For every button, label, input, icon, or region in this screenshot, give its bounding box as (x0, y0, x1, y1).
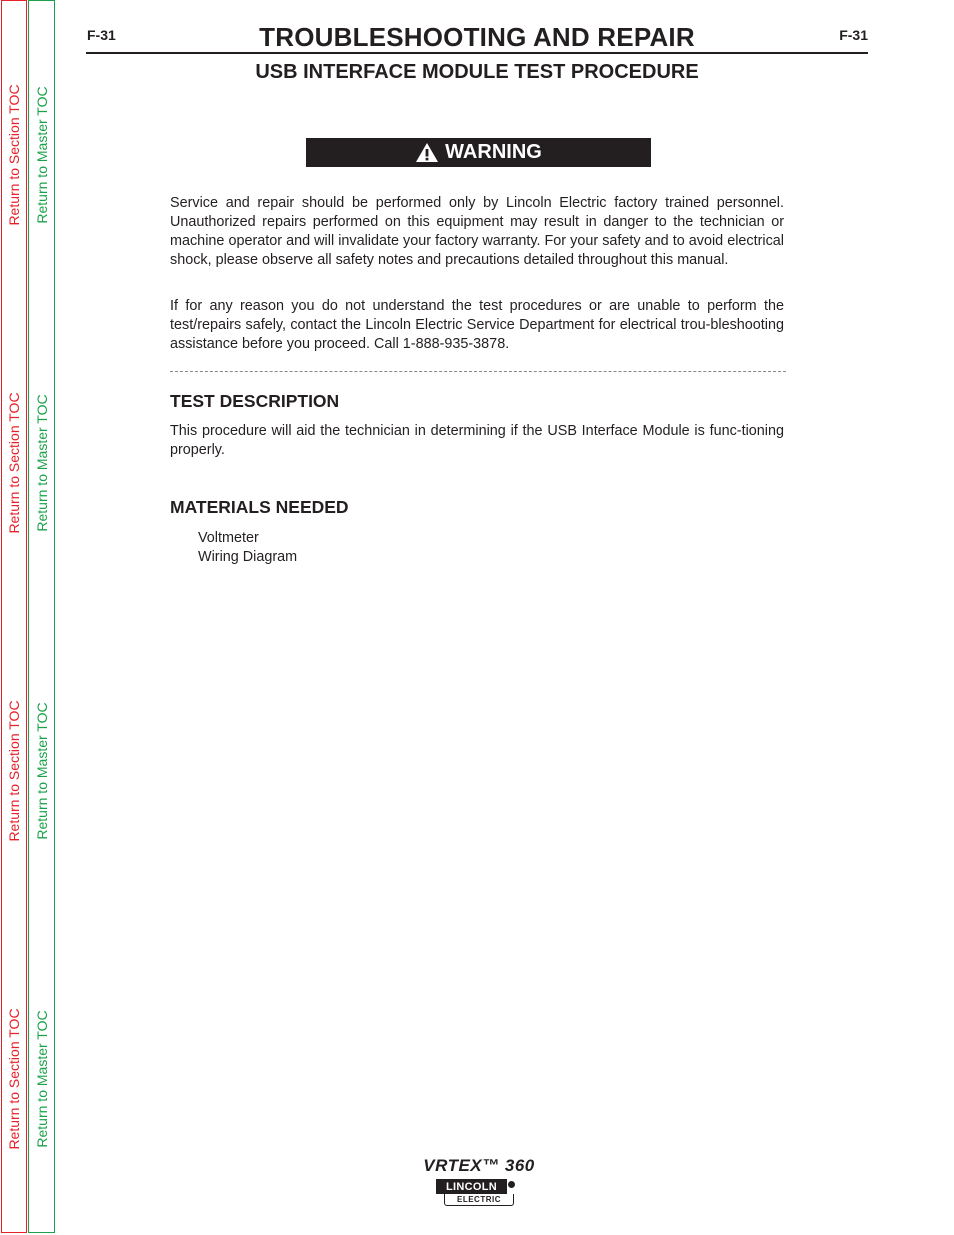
materials-needed-heading: MATERIALS NEEDED (170, 497, 349, 517)
return-to-master-toc-link-4[interactable]: Return to Master TOC (33, 1010, 50, 1148)
warning-triangle-icon (415, 142, 439, 163)
page-subtitle: USB INTERFACE MODULE TEST PROCEDURE (255, 61, 699, 83)
return-to-master-toc-link-1[interactable]: Return to Master TOC (33, 86, 50, 224)
page-title: TROUBLESHOOTING AND REPAIR (259, 22, 695, 52)
test-description-heading: TEST DESCRIPTION (170, 391, 340, 411)
list-item: Voltmeter (198, 530, 259, 546)
return-to-section-toc-link-3[interactable]: Return to Section TOC (6, 700, 22, 842)
return-to-section-toc-link-4[interactable]: Return to Section TOC (6, 1008, 22, 1150)
title-divider (86, 52, 868, 54)
section-divider (170, 371, 786, 372)
return-to-section-toc-link-1[interactable]: Return to Section TOC (6, 84, 22, 226)
logo-top-text: LINCOLN (446, 1180, 497, 1193)
return-to-master-toc-link-3[interactable]: Return to Master TOC (33, 702, 50, 840)
lincoln-electric-logo (436, 1179, 516, 1207)
materials-list (198, 529, 297, 567)
product-name: VRTEX™ 360 (423, 1156, 535, 1175)
master-toc-bar (28, 0, 55, 1233)
warning-paragraph-1: Service and repair should be performed only by Lincoln Electric factory trained personnel. Unauthorized repairs performed on this equipment may result in danger to the technician or machine operator and will invalidate your factory warranty. For your safety and to avoid electrical shock, please observe all safety notes and precautions detailed throughout this manual. (170, 195, 784, 268)
return-to-master-toc-link-2[interactable]: Return to Master TOC (33, 394, 50, 532)
list-item: Wiring Diagram (198, 549, 298, 565)
warning-paragraph-2: If for any reason you do not understand the test procedures or are unable to perform the test/repairs safely, contact the Lincoln Electric Service Department for electrical trou-bleshooting assistance before you proceed. Call 1-888-935-3878. (170, 298, 784, 352)
page-number-right: F-31 (839, 27, 868, 43)
return-to-section-toc-link-2[interactable]: Return to Section TOC (6, 392, 22, 534)
warning-banner (306, 138, 651, 167)
logo-bottom-text: ELECTRIC (457, 1195, 501, 1204)
test-description-text: This procedure will aid the technician in determining if the USB Interface Module is func-tioning properly. (170, 423, 784, 458)
registered-mark-icon (508, 1181, 515, 1188)
page-number-left: F-31 (87, 27, 116, 43)
section-toc-bar (1, 0, 27, 1233)
warning-label: WARNING (445, 141, 542, 163)
